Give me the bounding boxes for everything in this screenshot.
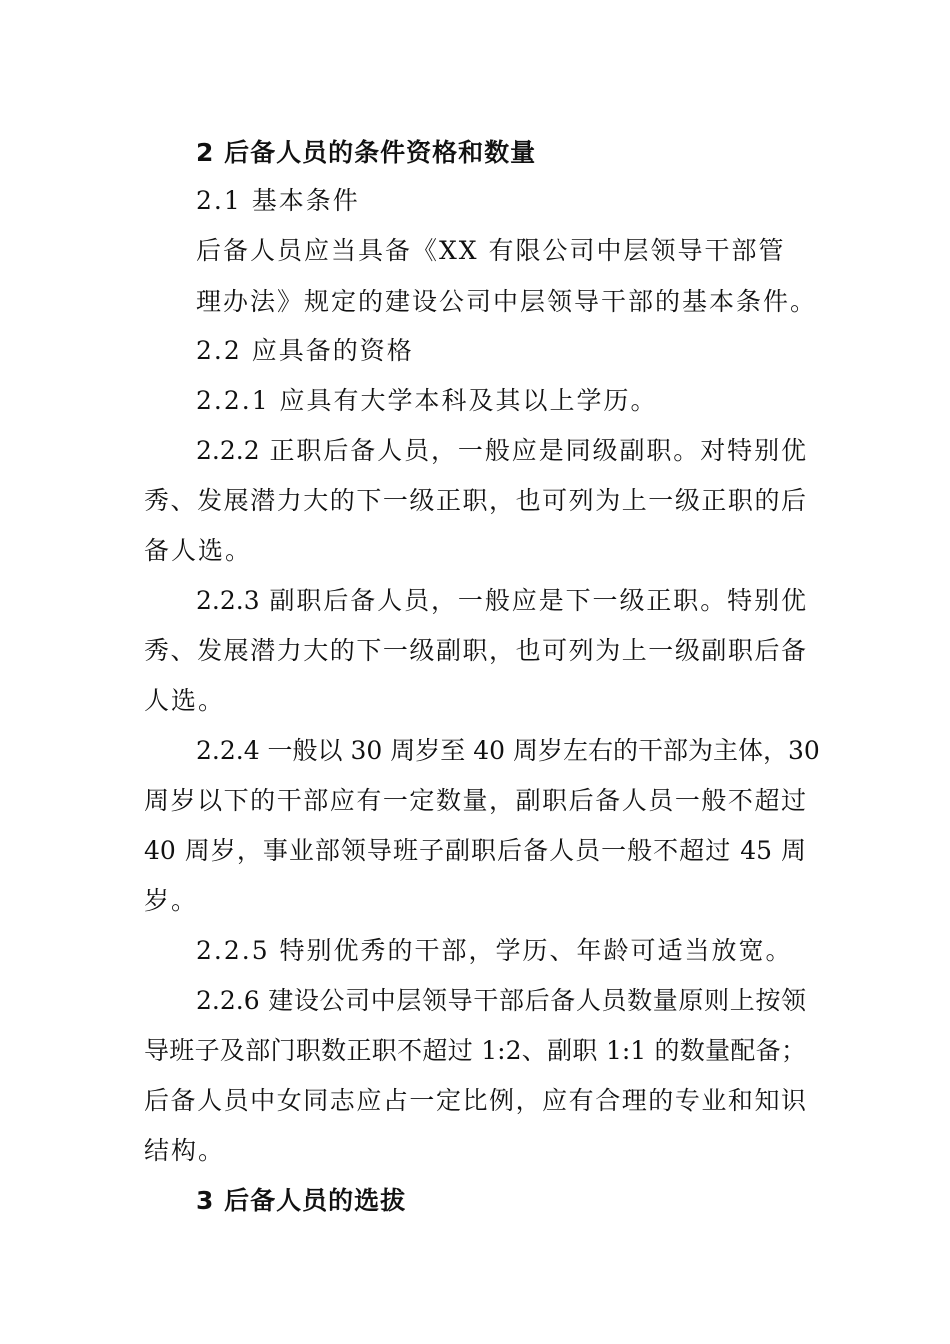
paragraph-line: 后备人员中女同志应占一定比例，应有合理的专业和知识 (144, 1086, 806, 1115)
section-heading-3: 3 后备人员的选拔 (196, 1186, 407, 1215)
subsection-title-2-1: 2.1 基本条件 (196, 186, 360, 215)
paragraph-line: 理办法》规定的建设公司中层领导干部的基本条件。 (196, 287, 818, 316)
list-item-2-2-6: 2.2.6 建设公司中层领导干部后备人员数量原则上按领 (196, 986, 806, 1015)
paragraph-line: 岁。 (144, 886, 199, 915)
list-item-2-2-5: 2.2.5 特别优秀的干部，学历、年龄可适当放宽。 (196, 936, 793, 965)
paragraph-line: 秀、发展潜力大的下一级正职，也可列为上一级正职的后 (144, 486, 806, 515)
paragraph-line: 导班子及部门职数正职不超过 1:2、副职 1:1 的数量配备； (144, 1036, 806, 1065)
paragraph-line: 备人选。 (144, 536, 253, 565)
list-item-2-2-4: 2.2.4 一般以 30 周岁至 40 周岁左右的干部为主体，30 (196, 736, 820, 765)
subsection-title-2-2: 2.2 应具备的资格 (196, 336, 414, 365)
list-item-2-2-1: 2.2.1 应具有大学本科及其以上学历。 (196, 386, 658, 415)
paragraph-line: 秀、发展潜力大的下一级副职，也可列为上一级副职后备 (144, 636, 806, 665)
list-item-2-2-3: 2.2.3 副职后备人员，一般应是下一级正职。特别优 (196, 586, 806, 615)
paragraph-line: 周岁以下的干部应有一定数量，副职后备人员一般不超过 (144, 786, 806, 815)
paragraph-line: 40 周岁，事业部领导班子副职后备人员一般不超过 45 周 (144, 836, 806, 865)
section-heading-2: 2 后备人员的条件资格和数量 (196, 138, 537, 167)
list-item-2-2-2: 2.2.2 正职后备人员，一般应是同级副职。对特别优 (196, 436, 806, 465)
paragraph-line: 人选。 (144, 686, 226, 715)
paragraph-line: 后备人员应当具备《XX 有限公司中层领导干部管 (196, 236, 786, 265)
paragraph-line: 结构。 (144, 1136, 226, 1165)
